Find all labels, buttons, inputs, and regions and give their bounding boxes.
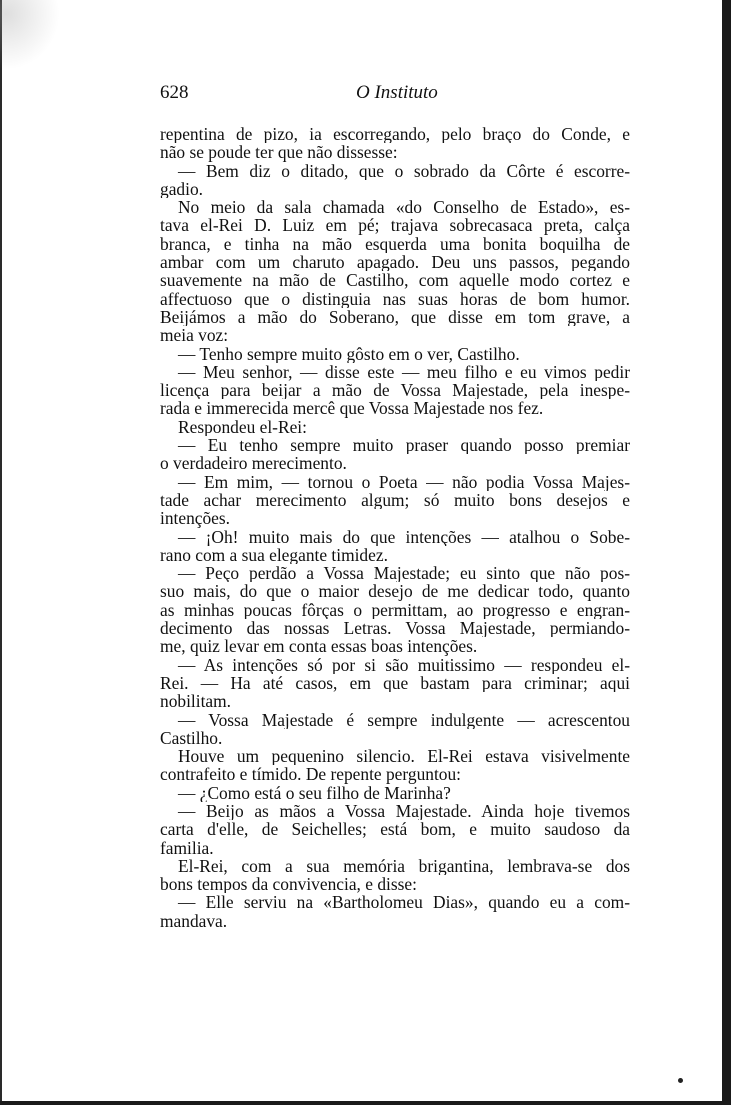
text-line: Beijámos a mão do Soberano, que disse em tom grave, a: [160, 307, 630, 327]
text-line: o verdadeiro merecimento.: [160, 454, 347, 473]
page-header: [160, 82, 630, 108]
text-line: Houve um pequenino silencio. El-Rei estava visivelmente: [178, 747, 630, 766]
scan-border-right: [722, 0, 731, 1105]
text-line: nobilitam.: [160, 692, 232, 711]
text-line: Rei. — Ha até casos, em que bastam para criminar; aqui: [160, 673, 630, 693]
text-line: rano com a sua elegante timidez.: [160, 545, 388, 565]
running-title: O Instituto: [356, 82, 438, 103]
text-line: tade achar merecimento algum; só muito bons desejos e: [160, 490, 630, 510]
text-line: — Beijo as mãos a Vossa Majestade. Ainda hoje tivemos: [178, 801, 630, 821]
text-line: tava el-Rei D. Luiz em pé; trajava sobrecasaca preta, calça: [160, 216, 630, 235]
text-line: bons tempos da convivencia, e disse:: [160, 875, 417, 894]
text-line: intenções.: [160, 509, 231, 528]
paper-stain: [0, 0, 60, 70]
text-line: as minhas poucas fôrças o permittam, ao progresso e engran-: [160, 600, 630, 620]
text-line: El-Rei, com a sua memória brigantina, lembrava-se dos: [178, 856, 630, 876]
text-line: repentina de pizo, ia escorregando, pelo braço do Conde, e: [160, 125, 630, 144]
text-line: gadio.: [160, 179, 203, 199]
text-line: suo mais, do que o maior desejo de me dedicar todo, quanto: [160, 582, 630, 601]
text-line: — Eu tenho sempre muito praser quando posso premiar: [178, 436, 630, 455]
text-line: não se poude ter que não dissesse:: [160, 143, 398, 162]
body-text: [160, 125, 630, 930]
scan-border-left: [0, 0, 2, 1105]
text-line: Castilho.: [160, 728, 223, 748]
scan-border-bottom: [0, 1101, 731, 1105]
text-line: — Vossa Majestade é sempre indulgente — acrescentou: [178, 710, 630, 729]
text-line: — Elle serviu na «Bartholomeu Dias», quando eu a com-: [178, 893, 630, 912]
text-line: mandava.: [160, 911, 228, 931]
text-line: — Meu senhor, — disse este — meu filho e eu vimos pedir: [178, 362, 630, 382]
text-line: ambar com um charuto apagado. Deu uns passos, pegando: [160, 253, 630, 272]
text-line: — ¿Como está o seu filho de Marinha?: [178, 783, 451, 802]
text-line: meia voz:: [160, 326, 229, 345]
text-line: contrafeito e tímido. De repente perguntou:: [160, 765, 462, 784]
text-line: Respondeu el-Rei:: [178, 417, 307, 437]
page-number: 628: [160, 82, 189, 103]
text-line: — Tenho sempre muito gôsto em o ver, Castilho.: [178, 344, 520, 363]
text-line: — Em mim, — tornou o Poeta — não podia Vossa Majes-: [178, 472, 630, 491]
text-line: rada e immerecida mercê que Vossa Majestade nos fez.: [160, 399, 544, 418]
ink-speck: [678, 1078, 683, 1083]
text-line: carta d'elle, de Seichelles; está bom, e muito saudoso da: [160, 820, 630, 839]
text-line: suavemente na mão de Castilho, com aquelle modo cortez e: [160, 271, 630, 290]
text-line: licença para beijar a mão de Vossa Majestade, pela inespe-: [160, 381, 630, 400]
text-line: branca, e tinha na mão esquerda uma bonita boquilha de: [160, 234, 630, 254]
text-line: decimento das nossas Letras. Vossa Majestade, permiando-: [160, 619, 630, 638]
text-line: familia.: [160, 838, 214, 857]
text-line: — Peço perdão a Vossa Majestade; eu sinto que não pos-: [178, 564, 630, 583]
text-line: affectuoso que o distinguia nas suas horas de bom humor.: [160, 289, 630, 308]
text-line: — As intenções só por si são muitissimo — respondeu el-: [178, 655, 630, 674]
text-line: — ¡Oh! muito mais do que intenções — atalhou o Sobe-: [178, 527, 630, 546]
text-line: me, quiz levar em conta essas boas intenções.: [160, 637, 478, 656]
text-line: No meio da sala chamada «do Conselho de Estado», es-: [178, 198, 630, 217]
text-line: — Bem diz o ditado, que o sobrado da Côrte é escorre-: [178, 161, 630, 180]
